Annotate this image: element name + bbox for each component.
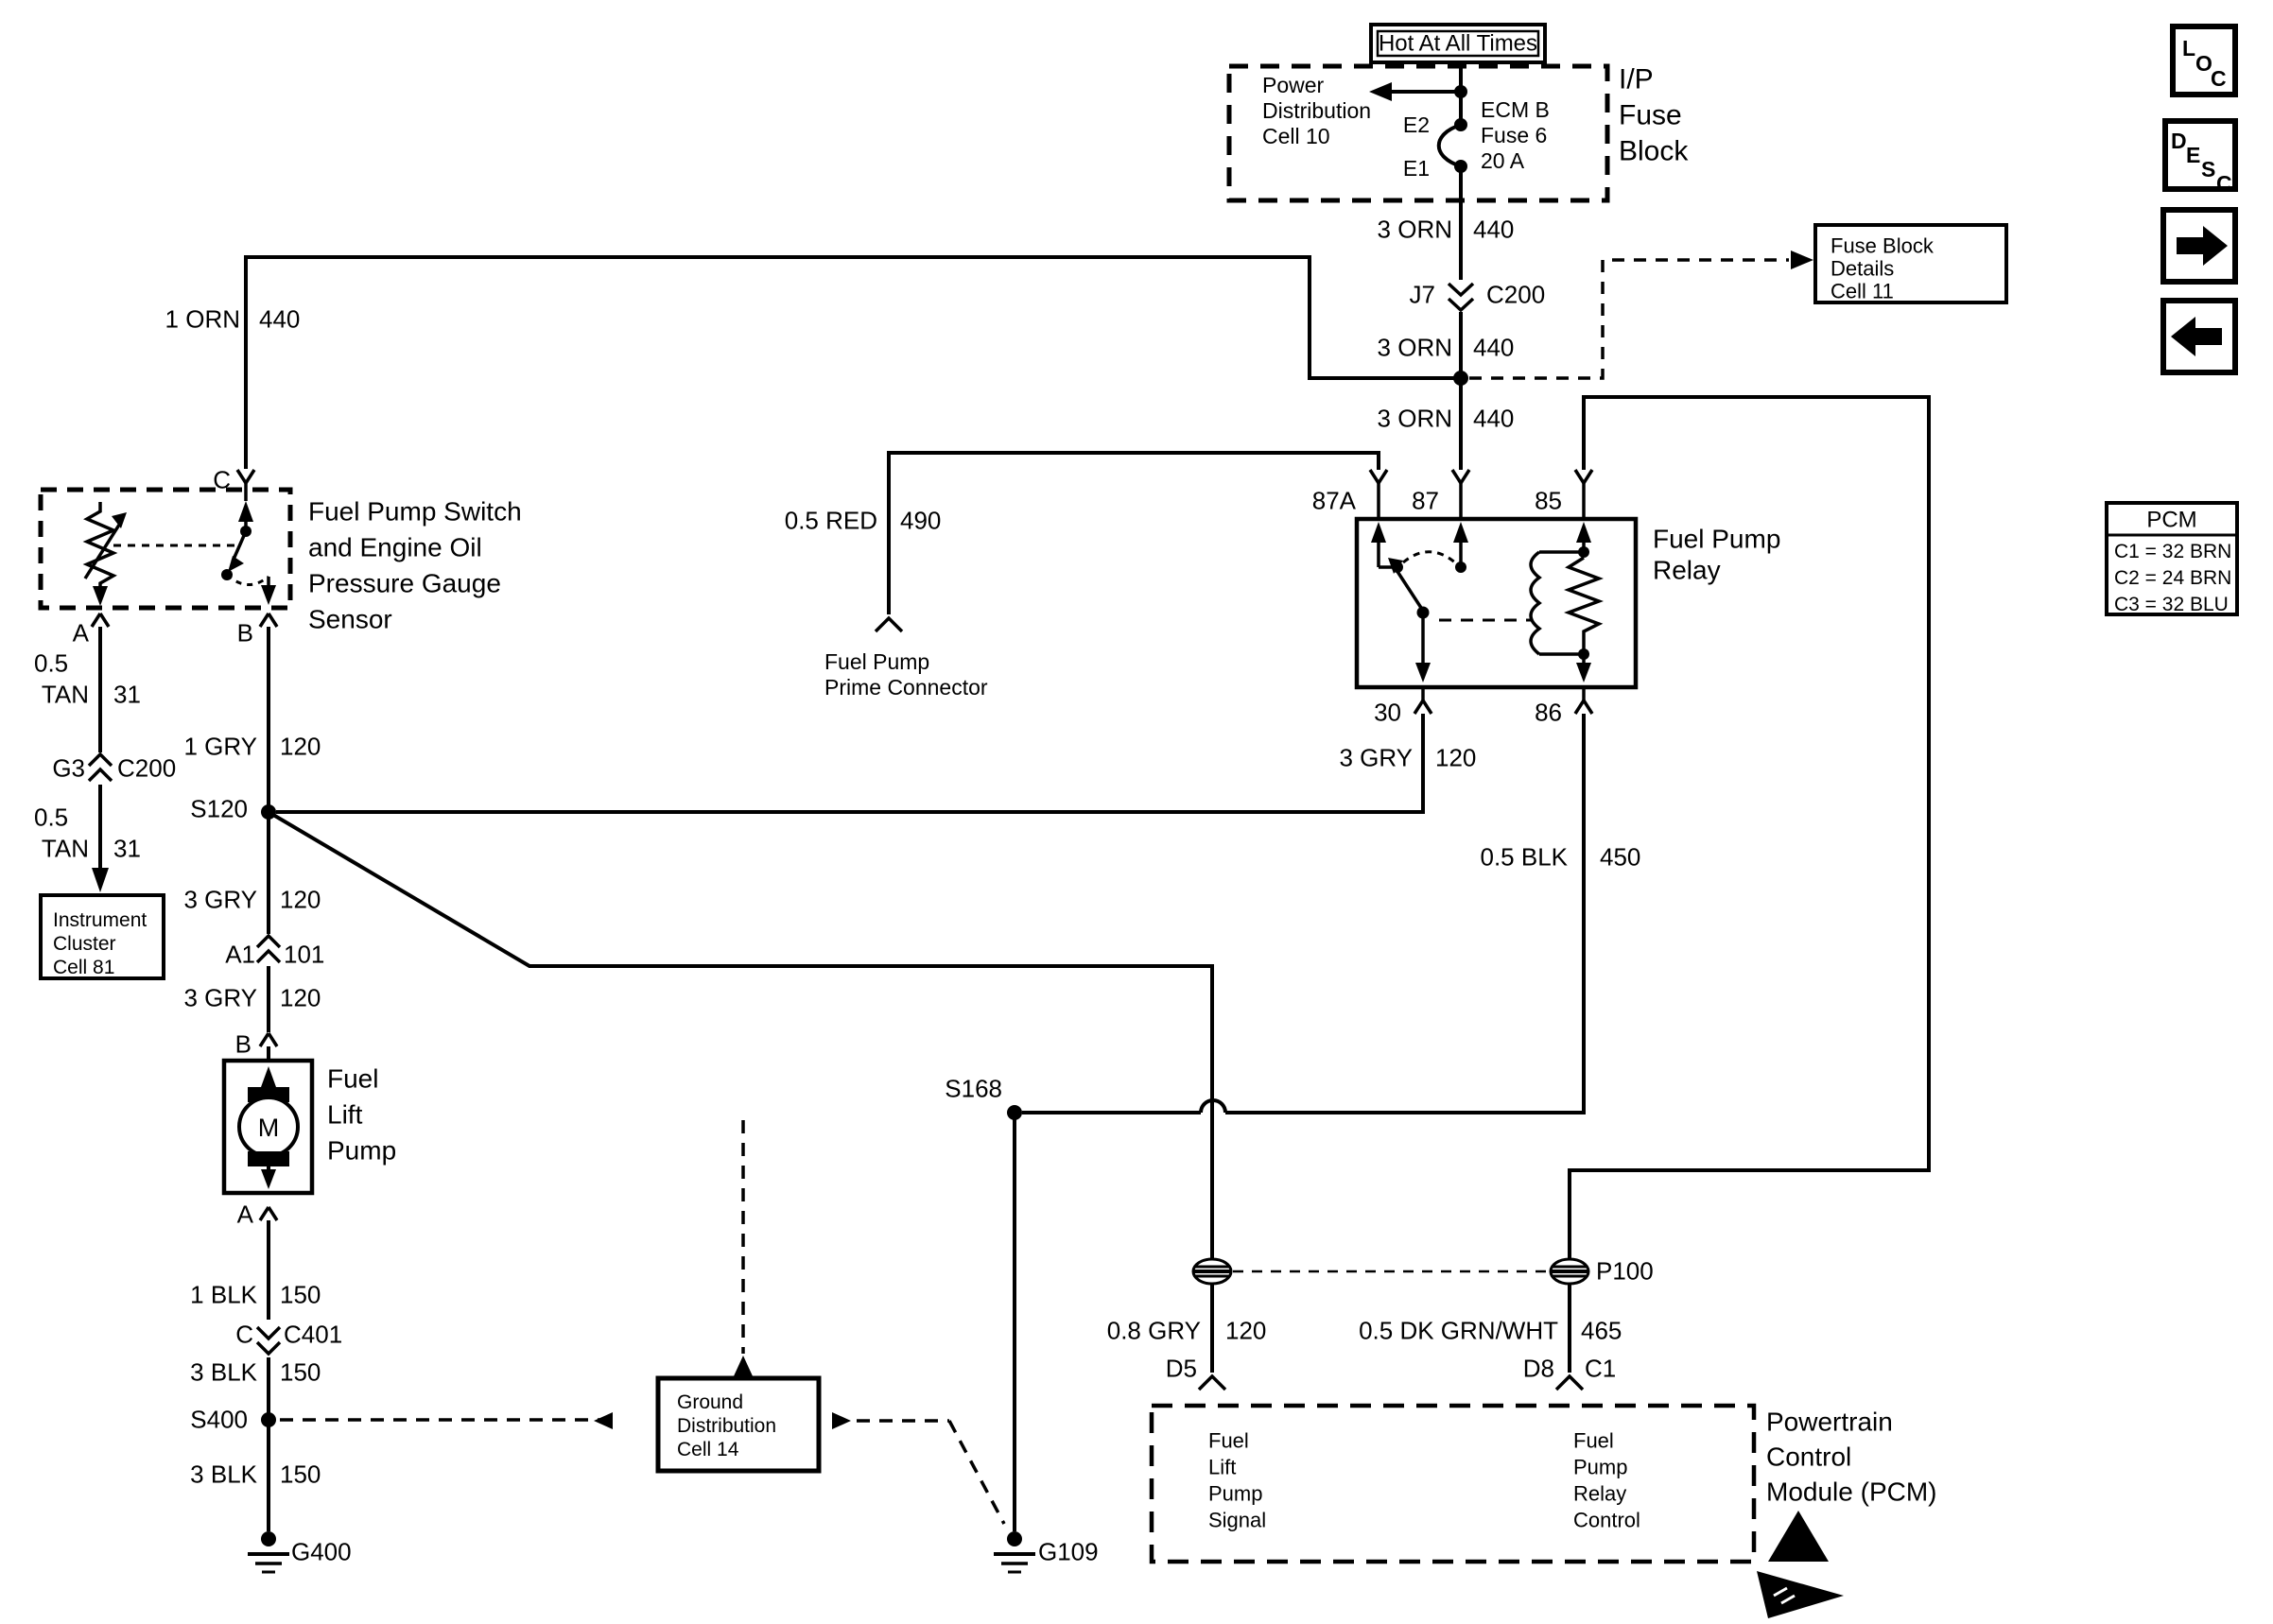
- desc-button-letter[interactable]: D: [2171, 129, 2187, 153]
- ground-label-g400: G400: [291, 1537, 352, 1566]
- splice-label-s168: S168: [945, 1074, 1002, 1103]
- wire-circuit: 150: [280, 1280, 321, 1309]
- splice-s400-dot: [261, 1412, 276, 1427]
- connector-j7-c200-icon: [1449, 284, 1473, 310]
- red-prime-wire: [876, 453, 1379, 631]
- pin-label-85: 85: [1535, 486, 1562, 515]
- fuse-details-ref-line[interactable]: Fuse Block: [1831, 233, 1934, 258]
- pin-label-a: A: [72, 618, 89, 648]
- wire-label: TAN: [41, 834, 89, 863]
- ip-block-label: Block: [1619, 135, 1689, 167]
- blk-ground-wire: [248, 1207, 289, 1572]
- pcm-legend-row: C2 = 24 BRN: [2114, 566, 2232, 589]
- motor-letter: M: [257, 1113, 280, 1142]
- wire-label: 1 GRY: [183, 732, 257, 761]
- fuse-rating-label: 20 A: [1481, 147, 1525, 173]
- pcm-control-label: Relay: [1573, 1481, 1627, 1506]
- loc-button-letter[interactable]: O: [2195, 51, 2212, 76]
- wire-label: TAN: [41, 680, 89, 709]
- power-dist-ref-line[interactable]: Cell 10: [1262, 123, 1330, 148]
- fuse-element-icon: [1439, 125, 1461, 166]
- right-arrow-icon: [2177, 226, 2228, 266]
- pcm-signal-label: Pump: [1208, 1481, 1263, 1506]
- pcm-signal-label: Fuel: [1208, 1428, 1249, 1453]
- pcm-label: Control: [1766, 1442, 1852, 1472]
- connector-label-c200: C200: [117, 753, 177, 783]
- wire-circuit: 120: [1435, 743, 1477, 772]
- pump-label: Lift: [327, 1099, 363, 1130]
- wire-label: 3 GRY: [183, 885, 257, 914]
- fuse-details-ref-line[interactable]: Cell 11: [1831, 279, 1894, 303]
- wire-label: 3 BLK: [190, 1357, 257, 1387]
- ground-label-g109: G109: [1038, 1537, 1099, 1566]
- relay-coil-icon: [1531, 552, 1539, 654]
- pump-label: Fuel: [327, 1063, 379, 1094]
- pcm-legend-title: PCM: [2146, 507, 2197, 533]
- wire-circuit: 31: [113, 834, 141, 863]
- loc-button-letter[interactable]: L: [2182, 36, 2196, 60]
- gauge-resistor-icon: [87, 502, 113, 592]
- wire-label: 0.5: [34, 648, 69, 678]
- instrument-ref-line[interactable]: Instrument: [53, 908, 147, 931]
- ip-block-label: I/P: [1619, 63, 1654, 95]
- wire-label: 1 BLK: [190, 1280, 257, 1309]
- pin-label-d8: D8: [1522, 1354, 1554, 1383]
- prime-connector-icon: [876, 618, 902, 631]
- wire-circuit: 31: [113, 680, 141, 709]
- pin-label-86: 86: [1535, 698, 1562, 727]
- pcm-signal-label: Lift: [1208, 1455, 1237, 1479]
- pump-label: Pump: [327, 1135, 397, 1166]
- fuse-details-ref-line[interactable]: Details: [1831, 256, 1895, 281]
- pin-label-c1: C1: [1585, 1354, 1617, 1383]
- wire-label: 0.5 RED: [784, 506, 877, 535]
- pin-label-d5: D5: [1165, 1354, 1197, 1383]
- connector-label-c401: C401: [284, 1320, 343, 1349]
- ground-ref-line[interactable]: Cell 14: [677, 1438, 739, 1460]
- power-dist-ref-line[interactable]: Power: [1262, 72, 1325, 97]
- fuel-pump-switch-box: [41, 490, 290, 608]
- pcm-label: Module (PCM): [1766, 1477, 1937, 1507]
- instrument-ref-line[interactable]: Cell 81: [53, 956, 115, 978]
- wire-label: 0.8 GRY: [1106, 1316, 1201, 1345]
- sensor-label: Sensor: [308, 604, 392, 634]
- fuse-details-ref-line: [1469, 260, 1789, 378]
- pin-label-b: B: [236, 618, 253, 648]
- relay-resistor-icon: [1569, 558, 1599, 654]
- wire-circuit: 101: [284, 940, 325, 969]
- pcm-legend-row: C1 = 32 BRN: [2114, 540, 2232, 562]
- wire-circuit: 490: [900, 506, 942, 535]
- pin-label-b: B: [234, 1029, 252, 1059]
- wire-circuit: 150: [280, 1460, 321, 1489]
- next-button[interactable]: [2163, 210, 2235, 282]
- pin-label-c: C: [213, 465, 231, 494]
- gry-pump-wire: [257, 627, 280, 1061]
- pcm-legend-row: C3 = 32 BLU: [2114, 593, 2229, 615]
- wire-label: 3 ORN: [1377, 404, 1452, 433]
- pcm-control-label: Control: [1573, 1508, 1640, 1532]
- pin-label-e1: E1: [1402, 155, 1430, 181]
- wire-circuit: 150: [280, 1357, 321, 1387]
- wire-circuit: 440: [1473, 215, 1515, 244]
- fuse-name-label: ECM B: [1481, 96, 1550, 122]
- splice-label-s400: S400: [190, 1405, 248, 1434]
- wire-circuit: 120: [280, 885, 321, 914]
- connector-a1-icon: [257, 936, 280, 962]
- wire-circuit: 120: [280, 983, 321, 1012]
- wire-label: 1 ORN: [165, 304, 240, 334]
- pin-label-c: C: [235, 1320, 253, 1349]
- esd-sensitive-icon: [1757, 1511, 1844, 1618]
- pin-label-j7: J7: [1409, 280, 1435, 309]
- pcm-control-label: Pump: [1573, 1455, 1628, 1479]
- pin-label-a1: A1: [225, 940, 255, 969]
- wire-label: 0.5: [34, 803, 69, 832]
- wire-label: 3 GRY: [1339, 743, 1413, 772]
- ip-block-label: Fuse: [1619, 99, 1682, 131]
- wire-label: 3 ORN: [1377, 333, 1452, 362]
- wire-circuit: 120: [280, 732, 321, 761]
- wire-label: 3 ORN: [1377, 215, 1452, 244]
- relay-label: Fuel Pump: [1653, 524, 1781, 554]
- prime-connector-label: Fuel Pump: [824, 648, 930, 674]
- ref-arrow-icon: [1791, 251, 1813, 269]
- fuse-number-label: Fuse 6: [1481, 122, 1548, 147]
- loc-button-letter[interactable]: C: [2211, 66, 2227, 91]
- wire-circuit: 440: [1473, 333, 1515, 362]
- relay-ground-wire: [1022, 714, 1584, 1113]
- connector-label-c200: C200: [1486, 280, 1546, 309]
- wire-circuit: 120: [1225, 1316, 1267, 1345]
- pin-label-e2: E2: [1402, 112, 1430, 137]
- wire-label: 0.5 DK GRN/WHT: [1359, 1316, 1558, 1345]
- wire-circuit: 440: [259, 304, 301, 334]
- wire-circuit: 450: [1600, 842, 1641, 872]
- pcm-signal-label: Signal: [1208, 1508, 1267, 1532]
- ground-ref-line[interactable]: Ground: [677, 1391, 744, 1413]
- pin-label-a: A: [236, 1200, 253, 1229]
- desc-button-letter[interactable]: E: [2186, 143, 2201, 167]
- ground-ref-line[interactable]: Distribution: [677, 1414, 777, 1437]
- grommet-label-p100: P100: [1596, 1256, 1654, 1286]
- pcm-label: Powertrain: [1766, 1407, 1893, 1437]
- desc-button-letter[interactable]: S: [2201, 157, 2216, 181]
- prime-connector-label: Prime Connector: [824, 674, 988, 700]
- pin-label-87: 87: [1412, 486, 1439, 515]
- wire-label: 3 GRY: [183, 983, 257, 1012]
- power-dist-ref-line[interactable]: Distribution: [1262, 97, 1372, 123]
- wire-circuit: 465: [1581, 1316, 1622, 1345]
- splice-label-s120: S120: [190, 794, 248, 823]
- power-dist-arrow-icon: [1369, 82, 1392, 101]
- prev-button[interactable]: [2163, 301, 2235, 372]
- relay-label: Relay: [1653, 555, 1721, 585]
- connector-c401-icon: [257, 1327, 280, 1354]
- pin-label-30: 30: [1374, 698, 1401, 727]
- pin-label-g3: G3: [52, 753, 85, 783]
- left-arrow-icon: [2171, 317, 2222, 356]
- wire-label: 3 BLK: [190, 1460, 257, 1489]
- sensor-label: Fuel Pump Switch: [308, 496, 522, 527]
- hot-banner-label: Hot At All Times: [1378, 30, 1538, 57]
- p100-grommet-icon: [1193, 1259, 1588, 1284]
- desc-button-letter[interactable]: C: [2216, 171, 2232, 196]
- pcm-control-label: Fuel: [1573, 1428, 1614, 1453]
- instrument-ref-line[interactable]: Cluster: [53, 932, 116, 955]
- sensor-label: Pressure Gauge: [308, 568, 501, 598]
- relay-internals: [1371, 522, 1599, 682]
- sensor-label: and Engine Oil: [308, 532, 482, 562]
- wire-label: 0.5 BLK: [1480, 842, 1568, 872]
- wire-circuit: 440: [1473, 404, 1515, 433]
- ground-distribution-links: [280, 1120, 1004, 1524]
- pin-label-87a: 87A: [1311, 486, 1356, 515]
